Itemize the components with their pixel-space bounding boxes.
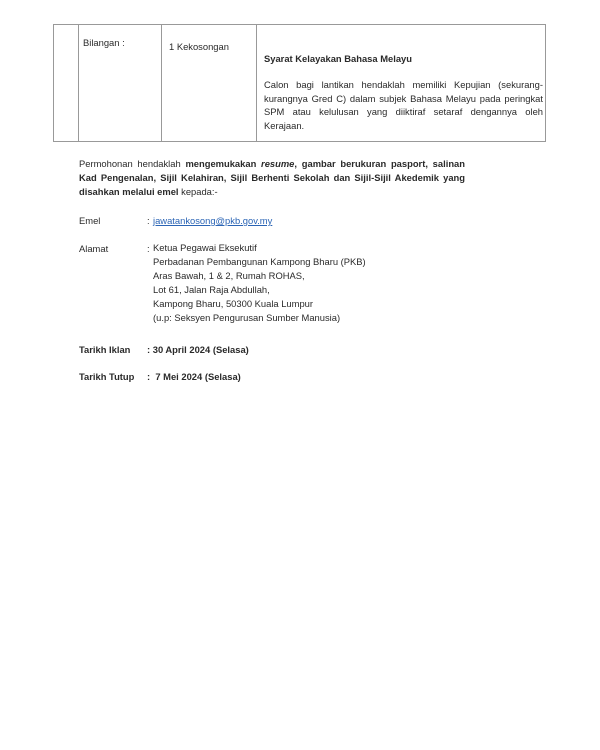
address-line: Aras Bawah, 1 & 2, Rumah ROHAS, xyxy=(153,270,305,281)
vacancy-count-value: 1 Kekosongan xyxy=(169,41,229,52)
address-block xyxy=(153,241,366,325)
ad-date-value: : 30 April 2024 (Selasa) xyxy=(147,344,249,355)
application-paragraph xyxy=(79,157,465,199)
text: Permohonan hendaklah xyxy=(79,158,186,169)
requirements-table xyxy=(53,24,546,142)
requirement-text: Calon bagi lantikan hendaklah memiliki Kepujian (sekurang-kurangnya Gred C) dalam subjek Bahasa Melayu pada peringkat SPM atau kelulusan yang diiktiraf setaraf dengannya oleh Kerajaan. xyxy=(264,79,543,131)
address-colon: : xyxy=(147,243,150,254)
email-link[interactable]: jawatankosong@pkb.gov.my xyxy=(153,215,273,226)
address-line: Lot 61, Jalan Raja Abdullah, xyxy=(153,284,270,295)
address-line: Kampong Bharu, 50300 Kuala Lumpur xyxy=(153,298,314,309)
text: resume xyxy=(261,158,295,169)
requirement-title: Syarat Kelayakan Bahasa Melayu xyxy=(264,53,412,64)
table-divider xyxy=(256,25,257,141)
email-colon: : xyxy=(147,215,150,226)
text: , gambar berukuran pasport, salinan Kad Pengenalan, Sijil Kelahiran, Sijil Berhenti Sekolah dan Sijil-Sijil Akedemik yang disahkan melalui emel xyxy=(79,158,465,197)
address-line: Ketua Pegawai Eksekutif xyxy=(153,242,257,253)
address-label: Alamat xyxy=(79,243,109,254)
table-divider xyxy=(78,25,79,141)
address-line: (u.p: Seksyen Pengurusan Sumber Manusia) xyxy=(153,312,341,323)
text: kepada:- xyxy=(178,186,218,197)
table-divider xyxy=(161,25,162,141)
text: mengemukakan xyxy=(185,158,262,169)
address-line: Perbadanan Pembangunan Kampong Bharu (PKB) xyxy=(153,256,366,267)
email-label: Emel xyxy=(79,215,101,226)
close-date-value: : 7 Mei 2024 (Selasa) xyxy=(147,371,241,382)
close-date-label: Tarikh Tutup xyxy=(79,371,135,382)
ad-date-label: Tarikh Iklan xyxy=(79,344,131,355)
vacancy-count-label: Bilangan : xyxy=(83,37,125,48)
